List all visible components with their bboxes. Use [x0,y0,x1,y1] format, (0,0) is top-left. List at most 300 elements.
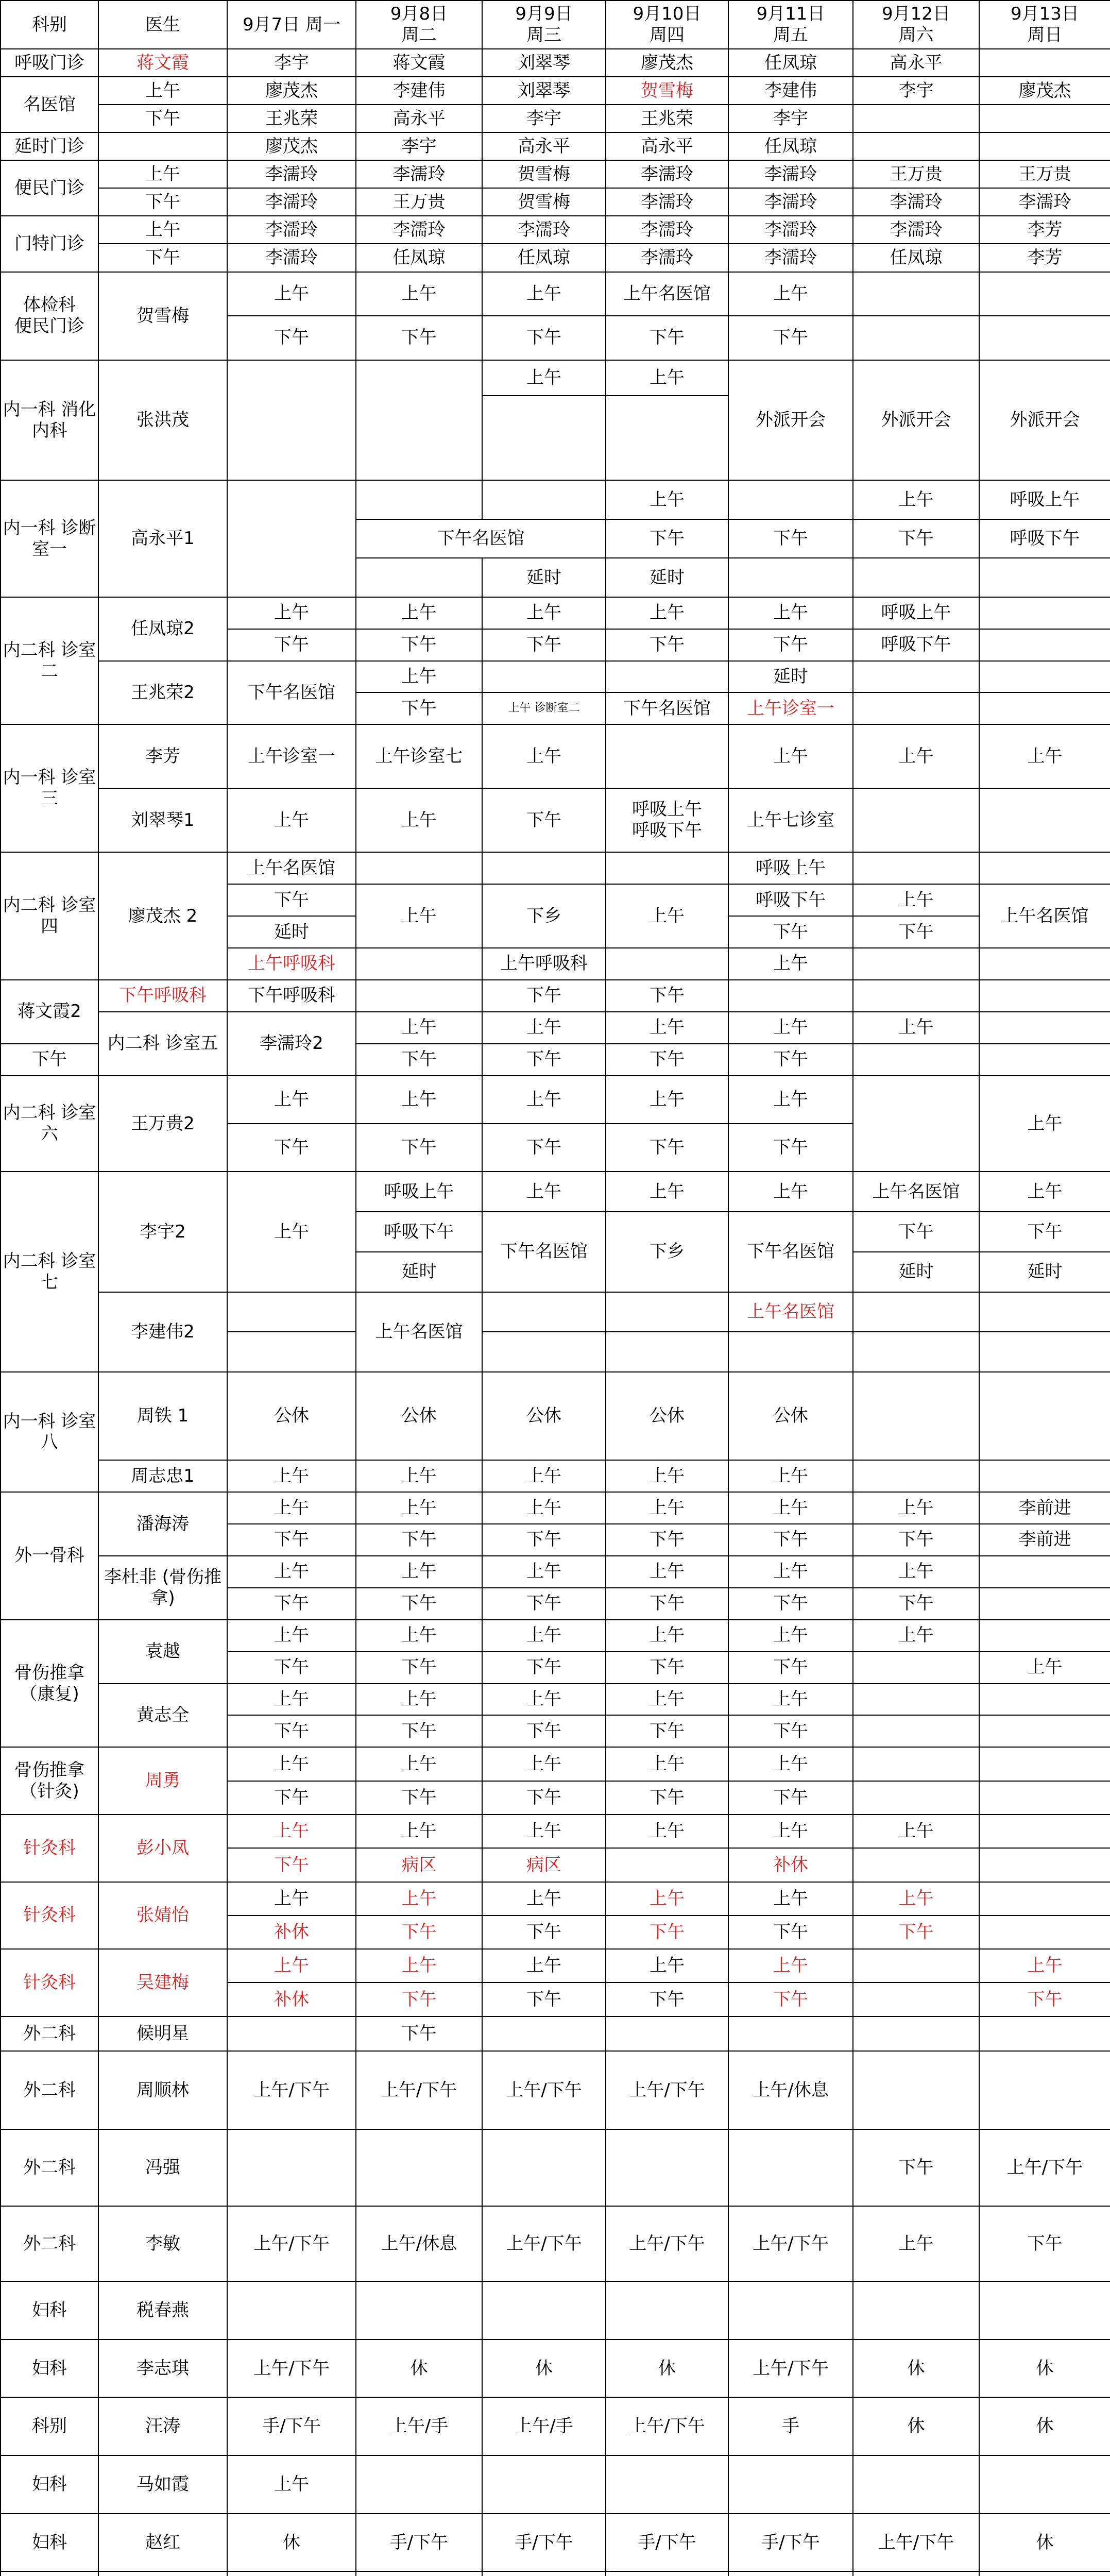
doctor-cell: 李芳 [98,724,227,788]
mon-cell [227,2129,356,2206]
fri-cell: 上午 [728,1460,853,1492]
fri-cell: 上午/下午 [728,2340,853,2398]
dept-cell: 内一科 诊断室一 [1,480,98,597]
doctor-cell: 李杜非 (骨伤推拿) [98,1556,227,1620]
schedule-row [1,788,1110,852]
mon-cell: 上午 [227,597,356,629]
tue-cell: 李宇 [356,132,482,160]
sun-cell [979,1715,1110,1747]
wed-cell [482,2129,606,2206]
tue-cell [356,980,482,1012]
fri-cell: 上午 [728,272,853,316]
thu-cell: 上午 [606,1492,728,1524]
mon-cell: 上午 [227,1172,356,1292]
mon-cell: 下午 [227,1848,356,1882]
mon-cell: 下午呼吸科 [227,980,356,1012]
sat-cell: 上午 [853,2206,979,2281]
schedule-row [1,1556,1110,1588]
wed-cell: 上午 [482,1949,606,1982]
sat-cell [853,661,979,693]
tue-cell: 下午 [356,1044,482,1076]
tue-cell: 上午 [356,661,482,693]
dept-cell: 延时门诊 [1,132,98,160]
sat-cell: 高永平 [853,49,979,77]
sun-cell: 上午 [979,1076,1110,1172]
fri-cell: 下午名医馆 [728,1212,853,1292]
schedule-row [1,2281,1110,2340]
sun-cell [979,105,1110,132]
tue-cell: 上午名医馆 [356,1292,482,1372]
mon-cell: 补休 [227,1982,356,2016]
sat-cell [853,692,979,724]
sat-cell [853,1372,979,1460]
sun-cell [979,852,1110,884]
sat-cell [853,948,979,980]
sat-cell: 下午 [853,1588,979,1620]
fri-cell: 下午 [728,1982,853,2016]
sat-cell [853,316,979,360]
fri-cell: 李宇 [728,105,853,132]
dept-cell: 针灸科 [1,1882,98,1950]
sun-cell [979,1781,1110,1815]
fri-cell: 下午 [728,1124,853,1172]
tue-cell [356,948,482,980]
schedule-row [1,597,1110,629]
wed-cell: 下午名医馆 [482,1212,606,1292]
dept-cell: 内二科 诊室四 [1,852,98,980]
fri-cell: 上午 [728,1620,853,1652]
doctor-cell: 上午 [98,77,227,105]
fri-cell: 上午 [728,724,853,788]
thu-cell: 下午 [606,1588,728,1620]
sun-cell [979,1588,1110,1620]
mon-cell: 下午 [227,1715,356,1747]
fri-cell: 上午 [728,1172,853,1212]
sat-cell [853,105,979,132]
sun-cell: 休 [979,2340,1110,2398]
thu-cell: 李濡玲 [606,188,728,216]
thu-cell: 上午 [606,1882,728,1916]
mon-cell: 李濡玲 [227,160,356,188]
sat-cell [853,1460,979,1492]
thu-cell: 上午 [606,360,728,396]
mon-cell: 上午 [227,1492,356,1524]
tue-cell: 病区 [356,1848,482,1882]
tue-cell: 延时 [356,1252,482,1292]
fri-cell [728,558,853,597]
sun-cell: 下午 [979,2206,1110,2281]
fri-cell: 呼吸上午 [728,852,853,884]
mon-cell: 上午 [227,1684,356,1716]
mon-cell: 上午名医馆 [227,852,356,884]
thu-cell: 上午 [606,480,728,519]
doctor-cell: 周铁 1 [98,1372,227,1460]
mon-cell: 补休 [227,1916,356,1949]
mon-cell: 上午 [227,1747,356,1781]
mon-cell: 廖茂杰 [227,132,356,160]
tue-cell: 上午 [356,272,482,316]
doctor-cell: 廖茂杰 2 [98,852,227,980]
thu-cell [606,396,728,480]
doctor-cell: 汪涛 [98,2397,227,2455]
mon-cell: 李濡玲 [227,188,356,216]
sun-cell [979,1684,1110,1716]
mon-cell: 下午 [227,884,356,916]
wed-cell: 上午 [482,1076,606,1124]
thu-cell: 上午 [606,597,728,629]
thu-cell: 下午 [606,1982,728,2016]
tue-cell: 下午 [356,1588,482,1620]
sun-cell: 上午/下午 [979,2129,1110,2206]
mon-cell: 上午 [227,2455,356,2514]
sat-cell [853,558,979,597]
mon-cell: 下午 [227,1524,356,1556]
sun-cell: 上午名医馆 [979,884,1110,948]
doctor-cell: 吴建梅 [98,1949,227,2016]
thu-cell: 上午名医馆 [606,272,728,316]
schedule-row [1,2340,1110,2398]
sat-cell [853,2455,979,2514]
sun-cell: 休 [979,2514,1110,2572]
sat-cell [853,2016,979,2052]
thu-cell: 上午 [606,1815,728,1848]
mon-cell: 上午 [227,1620,356,1652]
fri-cell: 上午 [728,597,853,629]
tue-cell: 王万贵 [356,188,482,216]
wed-cell: 下午 [482,1652,606,1684]
wed-cell: 上午 [482,1556,606,1588]
doctor-cell: 下午 [98,105,227,132]
thu-cell: 上午/下午 [606,2397,728,2455]
thu-cell: 李濡玲 [606,216,728,244]
doctor-cell: 贺雪梅 [98,272,227,360]
sat-cell [853,1747,979,1781]
sat-cell [853,132,979,160]
mon-cell: 上午诊室一 [227,724,356,788]
sun-cell [979,788,1110,852]
tue-cell: 任凤琼 [356,244,482,272]
tue-cell [356,360,482,481]
tue-cell: 呼吸下午 [356,1212,482,1252]
thu-cell [606,2455,728,2514]
sun-cell [979,272,1110,316]
sun-cell: 上午 [979,1949,1110,1982]
fri-cell: 上午 [728,1949,853,1982]
schedule-row [1,1172,1110,1212]
wed-cell: 延时 [482,558,606,597]
tue-cell: 下午 [356,1916,482,1949]
mon-cell: 上午 [227,1815,356,1848]
wed-cell: 下午 [482,1715,606,1747]
sat-cell [853,1076,979,1172]
dept-cell: 便民门诊 [1,160,98,216]
sat-cell: 李濡玲 [853,188,979,216]
tue-cell: 手/下午 [356,2514,482,2572]
wed-cell: 下午 [482,1982,606,2016]
wed-cell: 上午/下午 [482,2051,606,2129]
dept-cell: 内一科 诊室八 [1,1372,98,1492]
tue-cell: 下午 [356,1652,482,1684]
sun-cell [979,558,1110,597]
dept-cell: 内二科 诊室六 [1,1076,98,1172]
sat-cell [853,788,979,852]
tue-cell [356,852,482,884]
thu-cell: 上午 [606,1747,728,1781]
tue-cell [356,2281,482,2340]
thu-cell: 下乡 [606,1212,728,1292]
thu-cell [606,2129,728,2206]
fri-cell [728,980,853,1012]
sun-cell [979,1815,1110,1848]
sat-cell [853,1292,979,1332]
schedule-row [1,980,1110,1012]
sun-cell: 李芳 [979,216,1110,244]
dept-cell: 内一科 消化内科 [1,360,98,481]
sun-cell: 李前进 [979,1492,1110,1524]
wed-cell: 上午 [482,1684,606,1716]
sat-cell: 上午/下午 [853,2514,979,2572]
wed-cell: 贺雪梅 [482,160,606,188]
mon-cell [227,1332,356,1372]
mon-cell: 下午 [227,1588,356,1620]
wed-cell: 上午 [482,1747,606,1781]
wed-cell: 李濡玲 [482,216,606,244]
wed-cell: 上午/下午 [482,2206,606,2281]
sun-cell [979,1332,1110,1372]
thu-cell: 下午 [606,1781,728,1815]
fri-cell [728,2455,853,2514]
fri-cell: 上午 [728,1076,853,1124]
wed-cell: 下午 [482,1124,606,1172]
fri-cell: 李濡玲 [728,188,853,216]
thu-cell: 贺雪梅 [606,77,728,105]
fri-cell: 上午 [728,1684,853,1716]
thu-cell: 休 [606,2340,728,2398]
schedule-row [1,49,1110,77]
sun-cell [979,1372,1110,1460]
tue-cell: 下午 [356,629,482,661]
schedule-row [1,360,1110,396]
sat-cell: 休 [853,2397,979,2455]
fri-cell: 下午 [728,316,853,360]
thu-cell: 下午 [606,316,728,360]
doctor-cell: 李志琪 [98,2340,227,2398]
thu-cell: 下午 [606,629,728,661]
wed-cell: 上午 [482,597,606,629]
wed-cell [482,1332,606,1372]
schedule-row [1,480,1110,519]
thu-cell: 李濡玲 [606,244,728,272]
sat-cell: 上午 [853,1882,979,1916]
schedule-row [1,1076,1110,1124]
sat-cell [853,1982,979,2016]
sun-cell [979,1292,1110,1332]
thu-cell: 上午 [606,1076,728,1124]
sun-cell: 下午 [979,1982,1110,2016]
sat-cell: 上午 [853,1012,979,1044]
fri-cell: 下午 [728,1916,853,1949]
dept-cell: 科别 [1,1,98,49]
doctor-cell: 黄志全 [98,1684,227,1748]
sat-cell [853,2571,979,2576]
doctor-cell: 上午 [98,160,227,188]
sun-cell: 李芳 [979,244,1110,272]
wed-cell: 下午 [482,1916,606,1949]
sat-cell: 李濡玲 [853,216,979,244]
wed-cell: 下午 [482,629,606,661]
wed-cell: 任凤琼 [482,244,606,272]
mon-cell: 手/下午 [227,2397,356,2455]
tue-cell: 上午 [356,1815,482,1848]
wed-cell: 上午 [482,360,606,396]
mon-cell: 上午 [227,1076,356,1124]
wed-cell: 上午 [482,1460,606,1492]
fri-cell [728,2281,853,2340]
wed-cell: 高永平 [482,132,606,160]
thu-cell: 手/下午 [606,2514,728,2572]
tue-cell: 上午 [356,788,482,852]
sat-cell: 下午 [853,1212,979,1252]
tue-cell: 下午 [356,692,482,724]
thu-cell: 李濡玲 [606,160,728,188]
tue-cell: 下午 [356,1982,482,2016]
schedule-row [1,1747,1110,1781]
sun-cell [979,2455,1110,2514]
sat-cell: 上午 [853,1815,979,1848]
fri-cell: 下午 [728,519,853,558]
fri-cell: 下午 [728,1044,853,1076]
wed-cell: 9月9日 周三 [482,1,606,49]
dept-cell: 妇科 [1,2455,98,2514]
wed-cell: 贺雪梅 [482,188,606,216]
sun-cell: 呼吸上午 [979,480,1110,519]
sun-cell [979,1620,1110,1652]
doctor-cell: 张洪茂 [98,360,227,481]
mon-cell: 廖茂杰 [227,77,356,105]
wed-cell: 下午 [482,1588,606,1620]
tue-cell: 上午 [356,1882,482,1916]
mon-cell: 9月7日 周一 [227,1,356,49]
wed-cell [482,2016,606,2052]
sat-cell [853,852,979,884]
doctor-cell: 下午 [98,244,227,272]
tue-cell: 蒋文霞 [356,49,482,77]
wed-cell [482,852,606,884]
tue-cell: 上午/手 [356,2397,482,2455]
fri-cell: 上午 [728,1747,853,1781]
thu-cell: 上午 [606,1556,728,1588]
wed-cell [482,2571,606,2576]
sat-cell: 下午 [853,1916,979,1949]
wed-cell: 上午 [482,272,606,316]
doctor-cell: 医生 [98,1,227,49]
tue-cell: 公休 [356,1372,482,1460]
doctor-cell: 彭小凤 [98,1815,227,1882]
thu-cell: 上午 [606,1460,728,1492]
schedule-row [1,216,1110,244]
sun-cell: 廖茂杰 [979,77,1110,105]
sat-cell [853,1715,979,1747]
sat-cell: 下午 [853,916,979,948]
dept-cell: 妇科 [1,2281,98,2340]
sun-cell [979,1747,1110,1781]
fri-cell: 上午七诊室 [728,788,853,852]
sun-cell [979,132,1110,160]
thu-cell: 上午 [606,1949,728,1982]
thu-cell [606,1848,728,1882]
sun-cell: 延时 [979,1252,1110,1292]
sun-cell [979,316,1110,360]
sun-cell [979,1012,1110,1044]
fri-cell [728,1332,853,1372]
schedule-row [1,661,1110,693]
fri-cell: 李濡玲 [728,160,853,188]
fri-cell: 任凤琼 [728,132,853,160]
wed-cell: 上午 [482,1492,606,1524]
doctor-cell: 周顺林 [98,2051,227,2129]
doctor-cell: 上午 [98,216,227,244]
tue-cell: 呼吸上午 [356,1172,482,1212]
sun-cell: 9月13日 周日 [979,1,1110,49]
mon-cell: 李宇 [227,49,356,77]
schedule-row [1,1292,1110,1332]
tue-cell: 上午/下午 [356,2051,482,2129]
tue-cell: 高永平 [356,105,482,132]
schedule-row [1,244,1110,272]
sun-cell [979,948,1110,980]
sat-cell: 下午 [853,2129,979,2206]
schedule-row [1,2016,1110,2052]
schedule-row [1,2206,1110,2281]
dept-cell: 骨伤推拿（康复) [1,1620,98,1748]
dept-cell: 妇科 [1,2340,98,2398]
fri-cell [728,2016,853,2052]
mon-cell: 下午 [227,1652,356,1684]
fri-cell: 上午/下午 [728,2206,853,2281]
thu-cell: 廖茂杰 [606,49,728,77]
wed-cell: 李宇 [482,105,606,132]
schedule-row [1,272,1110,316]
fri-cell [728,2571,853,2576]
sun-cell [979,1882,1110,1916]
sun-cell [979,1848,1110,1882]
sat-cell [853,2051,979,2129]
thu-cell: 下午 [606,1715,728,1747]
sun-cell [979,2051,1110,2129]
dept-cell: 内二科 诊室二 [1,597,98,725]
mon-cell: 上午 [227,788,356,852]
sun-cell [979,2571,1110,2576]
doctor-cell: 下午 [98,188,227,216]
wed-cell: 上午 诊断室二 [482,692,606,724]
sat-cell: 9月12日 周六 [853,1,979,49]
doctor-cell: 周勇 [98,1747,227,1815]
doctor-cell: 马如霞 [98,2455,227,2514]
mon-cell: 下午 [227,629,356,661]
fri-cell: 上午诊室一 [728,692,853,724]
mon-cell: 上午/下午 [227,2340,356,2398]
doctor-cell: 候明星 [98,2016,227,2052]
wed-cell: 上午 [482,1172,606,1212]
mon-cell [227,2281,356,2340]
fri-cell: 上午 [728,948,853,980]
sat-cell [853,1684,979,1716]
fri-cell: 呼吸下午 [728,884,853,916]
fri-cell: 上午 [728,1492,853,1524]
dept-cell: 妇科 [1,2514,98,2572]
schedule-row [1,2455,1110,2514]
tue-cell: 上午 [356,1460,482,1492]
